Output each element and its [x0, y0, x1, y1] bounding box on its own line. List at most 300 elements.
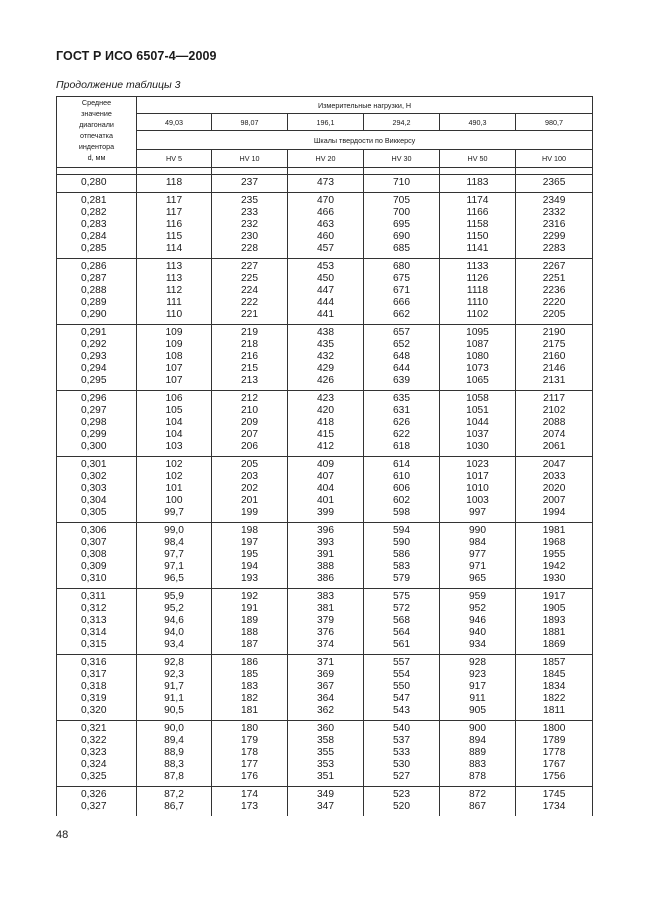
hardness-value: 705: [393, 195, 410, 206]
hardness-value: 225: [241, 273, 258, 284]
hardness-value: 99,7: [164, 507, 184, 518]
diagonal-value: 0,306: [81, 525, 107, 536]
hardness-value: 96,5: [164, 573, 184, 584]
table-row-group: [57, 325, 593, 391]
hardness-cell: [516, 457, 593, 523]
hardness-value: 112: [165, 285, 183, 296]
hardness-value: 652: [393, 339, 410, 350]
hardness-value: 189: [241, 615, 258, 626]
hardness-value: 2220: [542, 297, 566, 308]
hardness-value: 218: [241, 339, 258, 350]
hardness-cell: [440, 259, 516, 325]
hardness-value: 543: [393, 705, 410, 716]
hardness-value: 1166: [466, 207, 489, 218]
hardness-value: 657: [393, 327, 410, 338]
hardness-value: 1102: [466, 309, 489, 320]
diagonal-cell: [57, 325, 137, 391]
hardness-value: 227: [241, 261, 258, 272]
hardness-value: 106: [165, 393, 183, 404]
hardness-value: 533: [393, 747, 410, 758]
diagonal-value: 0,318: [81, 681, 107, 692]
hardness-value: 364: [317, 693, 334, 704]
hardness-value: 557: [393, 657, 410, 668]
hardness-value: 940: [469, 627, 486, 638]
load-header: 98,07: [212, 114, 288, 131]
hardness-value: 98,4: [164, 537, 184, 548]
scale-header: HV 50: [440, 150, 516, 168]
diagonal-value: 0,309: [81, 561, 107, 572]
hardness-value: 195: [241, 549, 258, 560]
hardness-value: 97,7: [164, 549, 184, 560]
hardness-value: 110: [165, 309, 183, 320]
load-header: 294,2: [364, 114, 440, 131]
hardness-value: 369: [317, 669, 334, 680]
hardness-value: 883: [469, 759, 486, 770]
table-row-group: [57, 175, 593, 193]
diagonal-value: 0,317: [81, 669, 107, 680]
table-row-group: [57, 787, 593, 817]
hardness-value: 457: [317, 243, 334, 254]
hardness-value: 965: [469, 573, 486, 584]
hardness-value: 181: [241, 705, 258, 716]
diagonal-value: 0,322: [81, 735, 107, 746]
hardness-value: 1087: [466, 339, 489, 350]
loads-title: Измерительные нагрузки, Н: [137, 97, 593, 114]
corner-line: отпечатка: [80, 131, 113, 140]
hardness-cell: [288, 259, 364, 325]
hardness-value: 213: [241, 375, 258, 386]
table-row-group: [57, 589, 593, 655]
hardness-value: 222: [241, 297, 258, 308]
hardness-cell: [440, 391, 516, 457]
hardness-value: 470: [317, 195, 334, 206]
hardness-value: 2236: [542, 285, 566, 296]
hardness-value: 537: [393, 735, 410, 746]
hardness-cell: [137, 175, 212, 193]
hardness-value: 594: [393, 525, 410, 536]
diagonal-value: 0,296: [81, 393, 107, 404]
diagonal-column-header: [57, 97, 137, 168]
hardness-cell: [212, 787, 288, 817]
hardness-cell: [288, 721, 364, 787]
hardness-value: 1110: [466, 297, 489, 308]
hardness-value: 1174: [466, 195, 489, 206]
hardness-value: 1010: [466, 483, 489, 494]
hardness-value: 2190: [542, 327, 566, 338]
hardness-value: 685: [393, 243, 410, 254]
hardness-cell: [440, 457, 516, 523]
hardness-value: 381: [317, 603, 334, 614]
hardness-value: 894: [469, 735, 486, 746]
hardness-value: 990: [469, 525, 486, 536]
diagonal-cell: [57, 787, 137, 817]
hardness-cell: [212, 457, 288, 523]
diagonal-value: 0,304: [81, 495, 107, 506]
hardness-value: 2299: [542, 231, 566, 242]
hardness-cell: [440, 655, 516, 721]
hardness-value: 666: [393, 297, 410, 308]
hardness-value: 376: [317, 627, 334, 638]
hardness-value: 1126: [466, 273, 489, 284]
hardness-cell: [137, 193, 212, 259]
hardness-value: 710: [393, 177, 410, 188]
hardness-value: 193: [241, 573, 258, 584]
hardness-value: 186: [241, 657, 258, 668]
hardness-value: 872: [469, 789, 486, 800]
hardness-value: 2074: [542, 429, 566, 440]
hardness-value: 113: [165, 273, 183, 284]
hardness-value: 463: [317, 219, 334, 230]
hardness-cell: [516, 175, 593, 193]
hardness-value: 91,1: [164, 693, 184, 704]
hardness-value: 2365: [542, 177, 566, 188]
hardness-value: 399: [317, 507, 334, 518]
hardness-cell: [516, 655, 593, 721]
hardness-value: 618: [393, 441, 410, 452]
hardness-value: 579: [393, 573, 410, 584]
hardness-cell: [440, 721, 516, 787]
diagonal-value: 0,326: [81, 789, 107, 800]
hardness-value: 2117: [543, 393, 565, 404]
table-row-group: [57, 721, 593, 787]
hardness-value: 404: [317, 483, 334, 494]
hardness-value: 2267: [542, 261, 566, 272]
load-header: 196,1: [288, 114, 364, 131]
hardness-cell: [364, 721, 440, 787]
hardness-value: 423: [317, 393, 334, 404]
hardness-value: 116: [165, 219, 183, 230]
diagonal-value: 0,284: [81, 231, 107, 242]
diagonal-value: 0,315: [81, 639, 107, 650]
hardness-value: 198: [241, 525, 258, 536]
hardness-cell: [137, 325, 212, 391]
hardness-cell: [516, 787, 593, 817]
hardness-value: 396: [317, 525, 334, 536]
hardness-value: 662: [393, 309, 410, 320]
hardness-value: 233: [241, 207, 258, 218]
hardness-value: 176: [241, 771, 258, 782]
hardness-value: 174: [241, 789, 258, 800]
scale-header: HV 5: [137, 150, 212, 168]
diagonal-value: 0,319: [81, 693, 107, 704]
hardness-value: 900: [469, 723, 486, 734]
hardness-value: 1133: [466, 261, 489, 272]
hardness-value: 1044: [466, 417, 489, 428]
hardness-value: 530: [393, 759, 410, 770]
hardness-value: 114: [165, 243, 183, 254]
table-row-group: [57, 457, 593, 523]
hardness-cell: [137, 523, 212, 589]
hardness-value: 420: [317, 405, 334, 416]
hardness-cell: [364, 655, 440, 721]
header-spacer-row: [57, 168, 593, 175]
hardness-value: 86,7: [164, 801, 184, 812]
diagonal-value: 0,292: [81, 339, 107, 350]
hardness-value: 1141: [466, 243, 489, 254]
hardness-value: 583: [393, 561, 410, 572]
hardness-value: 2033: [542, 471, 566, 482]
corner-line: Среднее: [81, 98, 112, 107]
diagonal-value: 0,307: [81, 537, 107, 548]
hardness-value: 87,2: [164, 789, 184, 800]
hardness-cell: [364, 325, 440, 391]
diagonal-value: 0,325: [81, 771, 107, 782]
hardness-value: 2102: [542, 405, 566, 416]
hardness-cell: [137, 457, 212, 523]
diagonal-value: 0,312: [81, 603, 107, 614]
hardness-value: 622: [393, 429, 410, 440]
hardness-value: 1065: [466, 375, 489, 386]
hardness-value: 550: [393, 681, 410, 692]
hardness-value: 109: [165, 339, 183, 350]
hardness-value: 92,3: [164, 669, 184, 680]
hardness-table: [56, 96, 593, 816]
hardness-value: 435: [317, 339, 334, 350]
hardness-cell: [516, 391, 593, 457]
corner-line: диагонали: [79, 120, 114, 129]
hardness-value: 206: [241, 441, 258, 452]
hardness-cell: [364, 175, 440, 193]
hardness-cell: [212, 721, 288, 787]
hardness-value: 216: [241, 351, 258, 362]
hardness-value: 183: [241, 681, 258, 692]
hardness-value: 561: [393, 639, 410, 650]
hardness-value: 351: [317, 771, 334, 782]
hardness-value: 680: [393, 261, 410, 272]
hardness-value: 2020: [542, 483, 566, 494]
hardness-value: 349: [317, 789, 334, 800]
hardness-cell: [212, 175, 288, 193]
diagonal-value: 0,280: [81, 177, 107, 188]
hardness-value: 432: [317, 351, 334, 362]
hardness-value: 374: [317, 639, 334, 650]
hardness-value: 355: [317, 747, 334, 758]
hardness-value: 1930: [542, 573, 566, 584]
hardness-value: 952: [469, 603, 486, 614]
page-number: 48: [56, 829, 69, 841]
diagonal-cell: [57, 523, 137, 589]
hardness-value: 977: [469, 549, 486, 560]
hardness-cell: [212, 193, 288, 259]
hardness-value: 1030: [466, 441, 489, 452]
hardness-cell: [288, 457, 364, 523]
hardness-cell: [516, 325, 593, 391]
hardness-value: 889: [469, 747, 486, 758]
hardness-value: 1756: [542, 771, 566, 782]
hardness-value: 173: [241, 801, 258, 812]
hardness-value: 104: [165, 429, 183, 440]
diagonal-value: 0,299: [81, 429, 107, 440]
hardness-value: 187: [241, 639, 258, 650]
diagonal-value: 0,288: [81, 285, 107, 296]
hardness-value: 564: [393, 627, 410, 638]
hardness-value: 115: [165, 231, 183, 242]
hardness-cell: [212, 325, 288, 391]
hardness-value: 1942: [542, 561, 566, 572]
hardness-value: 89,4: [164, 735, 184, 746]
hardness-value: 230: [241, 231, 258, 242]
diagonal-cell: [57, 721, 137, 787]
hardness-value: 360: [317, 723, 334, 734]
hardness-cell: [137, 721, 212, 787]
hardness-value: 101: [165, 483, 183, 494]
hardness-value: 178: [241, 747, 258, 758]
table-row-group: [57, 193, 593, 259]
hardness-value: 367: [317, 681, 334, 692]
hardness-cell: [212, 523, 288, 589]
diagonal-value: 0,305: [81, 507, 107, 518]
hardness-cell: [137, 655, 212, 721]
scale-header: HV 100: [516, 150, 593, 168]
hardness-value: 347: [317, 801, 334, 812]
diagonal-value: 0,320: [81, 705, 107, 716]
hardness-cell: [440, 193, 516, 259]
hardness-value: 203: [241, 471, 258, 482]
hardness-value: 2205: [542, 309, 566, 320]
load-header: 49,03: [137, 114, 212, 131]
hardness-value: 91,7: [164, 681, 184, 692]
hardness-value: 1994: [542, 507, 566, 518]
diagonal-value: 0,302: [81, 471, 107, 482]
hardness-value: 639: [393, 375, 410, 386]
hardness-value: 104: [165, 417, 183, 428]
hardness-value: 87,8: [164, 771, 184, 782]
hardness-value: 107: [165, 375, 183, 386]
hardness-value: 466: [317, 207, 334, 218]
diagonal-value: 0,310: [81, 573, 107, 584]
hardness-value: 540: [393, 723, 410, 734]
hardness-value: 388: [317, 561, 334, 572]
diagonal-value: 0,285: [81, 243, 107, 254]
hardness-value: 102: [165, 471, 183, 482]
hardness-value: 97,1: [164, 561, 184, 572]
hardness-value: 606: [393, 483, 410, 494]
hardness-value: 438: [317, 327, 334, 338]
hardness-cell: [212, 259, 288, 325]
hardness-value: 201: [241, 495, 258, 506]
hardness-value: 1981: [542, 525, 566, 536]
hardness-value: 371: [317, 657, 334, 668]
diagonal-cell: [57, 259, 137, 325]
hardness-value: 631: [393, 405, 410, 416]
diagonal-value: 0,291: [81, 327, 107, 338]
hardness-value: 386: [317, 573, 334, 584]
diagonal-value: 0,290: [81, 309, 107, 320]
hardness-cell: [516, 259, 593, 325]
hardness-value: 1745: [542, 789, 566, 800]
hardness-value: 1095: [466, 327, 489, 338]
hardness-value: 95,9: [164, 591, 184, 602]
hardness-cell: [440, 523, 516, 589]
diagonal-value: 0,311: [81, 591, 106, 602]
hardness-value: 108: [165, 351, 183, 362]
hardness-cell: [288, 523, 364, 589]
diagonal-value: 0,316: [81, 657, 107, 668]
hardness-value: 177: [241, 759, 258, 770]
diagonal-cell: [57, 193, 137, 259]
hardness-value: 391: [317, 549, 334, 560]
hardness-value: 393: [317, 537, 334, 548]
hardness-value: 460: [317, 231, 334, 242]
hardness-value: 88,9: [164, 747, 184, 758]
diagonal-value: 0,300: [81, 441, 107, 452]
diagonal-cell: [57, 655, 137, 721]
diagonal-value: 0,286: [81, 261, 107, 272]
hardness-value: 2131: [542, 375, 566, 386]
hardness-value: 917: [469, 681, 486, 692]
scale-header: HV 10: [212, 150, 288, 168]
hardness-value: 1058: [466, 393, 489, 404]
hardness-value: 520: [393, 801, 410, 812]
hardness-value: 202: [241, 483, 258, 494]
hardness-value: 235: [241, 195, 258, 206]
hardness-value: 102: [165, 459, 183, 470]
hardness-value: 1857: [542, 657, 566, 668]
hardness-value: 117: [165, 207, 183, 218]
hardness-value: 88,3: [164, 759, 184, 770]
hardness-value: 2160: [542, 351, 566, 362]
hardness-value: 610: [393, 471, 410, 482]
hardness-value: 1158: [466, 219, 489, 230]
hardness-value: 1800: [542, 723, 566, 734]
hardness-value: 401: [317, 495, 334, 506]
hardness-value: 1037: [466, 429, 489, 440]
hardness-cell: [440, 787, 516, 817]
hardness-cell: [516, 589, 593, 655]
hardness-cell: [137, 259, 212, 325]
hardness-value: 224: [241, 285, 258, 296]
hardness-cell: [288, 193, 364, 259]
hardness-value: 418: [317, 417, 334, 428]
hardness-value: 92,8: [164, 657, 184, 668]
hardness-value: 191: [241, 603, 258, 614]
diagonal-value: 0,323: [81, 747, 107, 758]
hardness-value: 383: [317, 591, 334, 602]
hardness-value: 209: [241, 417, 258, 428]
hardness-value: 379: [317, 615, 334, 626]
hardness-value: 232: [241, 219, 258, 230]
hardness-cell: [137, 589, 212, 655]
hardness-value: 635: [393, 393, 410, 404]
hardness-value: 1822: [542, 693, 566, 704]
hardness-value: 94,0: [164, 627, 184, 638]
load-header: 980,7: [516, 114, 593, 131]
hardness-value: 99,0: [164, 525, 184, 536]
diagonal-value: 0,287: [81, 273, 107, 284]
diagonal-value: 0,301: [81, 459, 107, 470]
hardness-value: 695: [393, 219, 410, 230]
hardness-value: 415: [317, 429, 334, 440]
hardness-value: 182: [241, 693, 258, 704]
hardness-value: 179: [241, 735, 258, 746]
hardness-value: 2251: [542, 273, 566, 284]
hardness-value: 192: [241, 591, 258, 602]
table-row-group: [57, 259, 593, 325]
hardness-value: 572: [393, 603, 410, 614]
hardness-value: 197: [241, 537, 258, 548]
hardness-value: 407: [317, 471, 334, 482]
hardness-value: 199: [241, 507, 258, 518]
scale-header: HV 30: [364, 150, 440, 168]
hardness-value: 93,4: [164, 639, 184, 650]
hardness-value: 2332: [542, 207, 566, 218]
hardness-value: 971: [469, 561, 486, 572]
hardness-value: 911: [469, 693, 486, 704]
hardness-value: 1734: [542, 801, 566, 812]
hardness-value: 353: [317, 759, 334, 770]
hardness-value: 450: [317, 273, 334, 284]
hardness-cell: [440, 325, 516, 391]
